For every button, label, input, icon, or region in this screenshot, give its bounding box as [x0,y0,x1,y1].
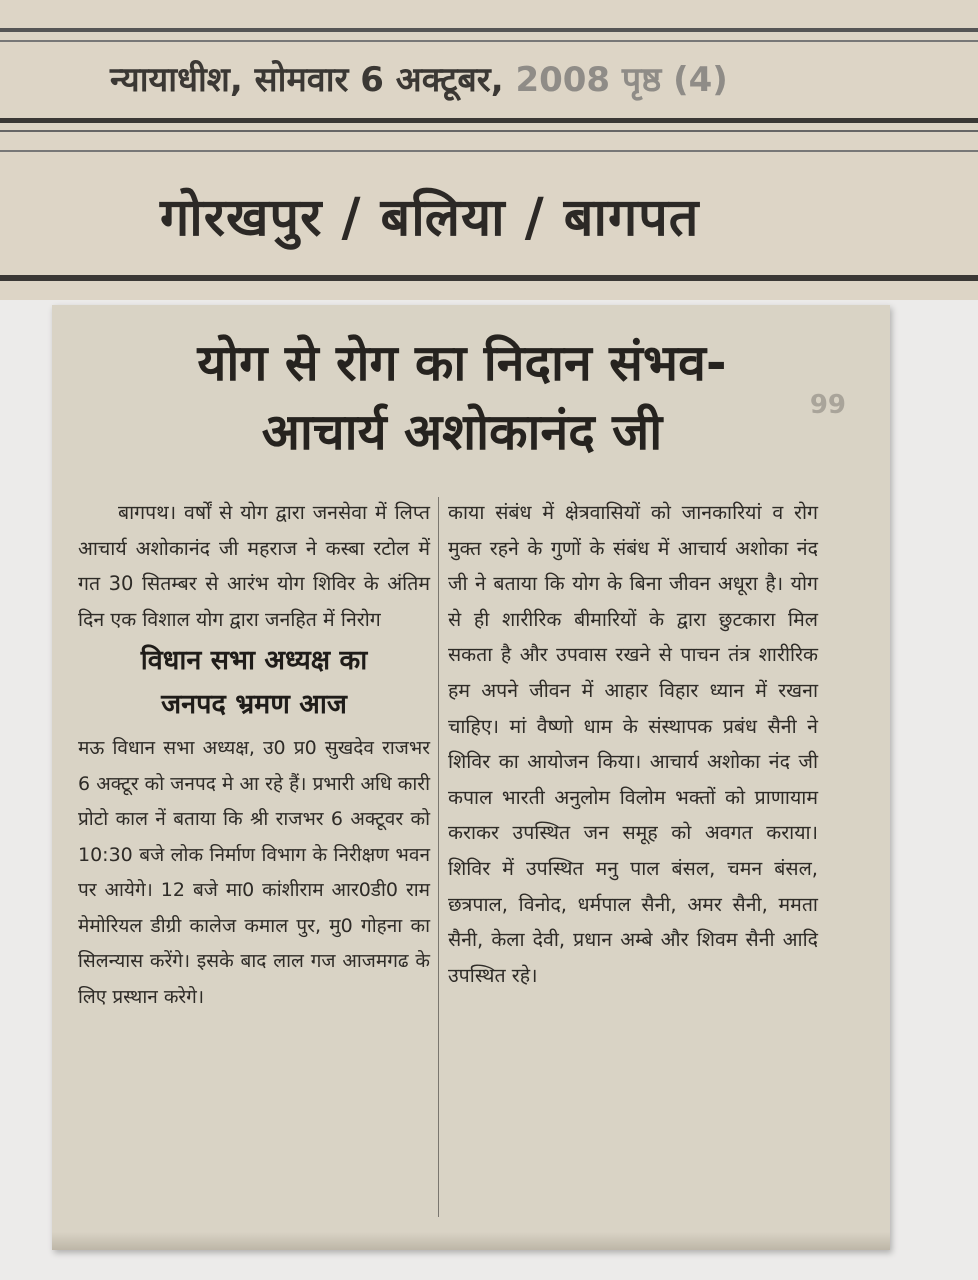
sub-headline-line-2: जनपद भ्रमण आज [161,689,347,721]
dateline-rule [0,118,978,123]
sub-article-body: मऊ विधान सभा अध्यक्ष, उ0 प्र0 सुखदेव राजभर 6 अक्टूर को जनपद मे आ रहे हैं। प्रभारी अधि कारी प्रोटो काल नें बताया कि श्री राजभर 6 अक्टूवर को 10:30 बजे लोक निर्माण विभाग के निरीक्षण भवन पर आयेगे। 12 बजे मा0 कांशीराम आर0डी0 राम मेमोरियल डीग्री कालेज कमाल पुर, मु0 गोहना का सिलन्यास करेंगे। इसके बाद लाल गज आजमगढ के लिए प्रस्थान करेगे। [78,737,430,1008]
dateline-rule-thin [0,130,978,132]
dateline-page: 2008 पृष्ठ (4) [503,60,728,100]
left-column [78,495,430,1015]
right-column [448,495,818,993]
newspaper-masthead [0,0,978,300]
top-rule [0,28,978,32]
section-rule-top [0,150,978,152]
dateline [110,50,940,110]
sub-article-headline [78,639,430,727]
headline-line-2: आचार्य अशोकानंद जी [261,403,663,461]
article-body-right: काया संबंध में क्षेत्रवासियों को जानकारियां व रोग मुक्त रहने के गुणों के संबंध में आचार्य अशोका नंद जी ने बताया कि योग के बिना जीवन अधूरा है। योग से ही शारीरिक बीमारियों के द्वारा छुटकारा मिल सकता है और उपवास रखने से पाचन तंत्र शारीरिक हम अपने जीवन में आहार विहार ध्यान में रखना चाहिए। मां वैष्णो धाम के संस्थापक प्रबंध सैनी ने शिविर का आयोजन किया। आचार्य अशोका नंद जी कपाल भारती अनुलोम विलोम भक्तों को प्राणायाम कराकर उपस्थित जन समूह को अवगत कराया। शिविर में उपस्थित मनु पाल बंसल, चमन बंसल, छत्रपाल, विनोद, धर्मपाल सैनी, अमर सैनी, ममता सैनी, केला देवी, प्रधान अम्बे और शिवम सैनी आदि उपस्थित रहे। [448,501,818,987]
article-body-left: बागपथ। वर्षों से योग द्वारा जनसेवा में लिप्त आचार्य अशोकानंद जी महराज ने कस्बा रटोल में गत 30 सितम्बर से आरंभ योग शिविर के अंतिम दिन एक विशाल योग द्वारा जनहित में निरोग [78,501,430,631]
article-headline [92,327,832,465]
clipping-bottom-edge [52,1232,890,1250]
sub-headline-line-1: विधान सभा अध्यक्ष का [140,645,368,677]
dateline-main: न्यायाधीश, सोमवार 6 अक्टूबर, [110,60,504,100]
section-heading: गोरखपुर / बलिया / बागपत [160,187,700,248]
top-rule-thin [0,40,978,42]
column-divider [438,497,439,1217]
corner-mark: 99 [809,390,846,420]
section-rule-bottom [0,275,978,281]
news-clipping [52,305,890,1250]
headline-line-1: योग से रोग का निदान संभव- [197,334,727,392]
